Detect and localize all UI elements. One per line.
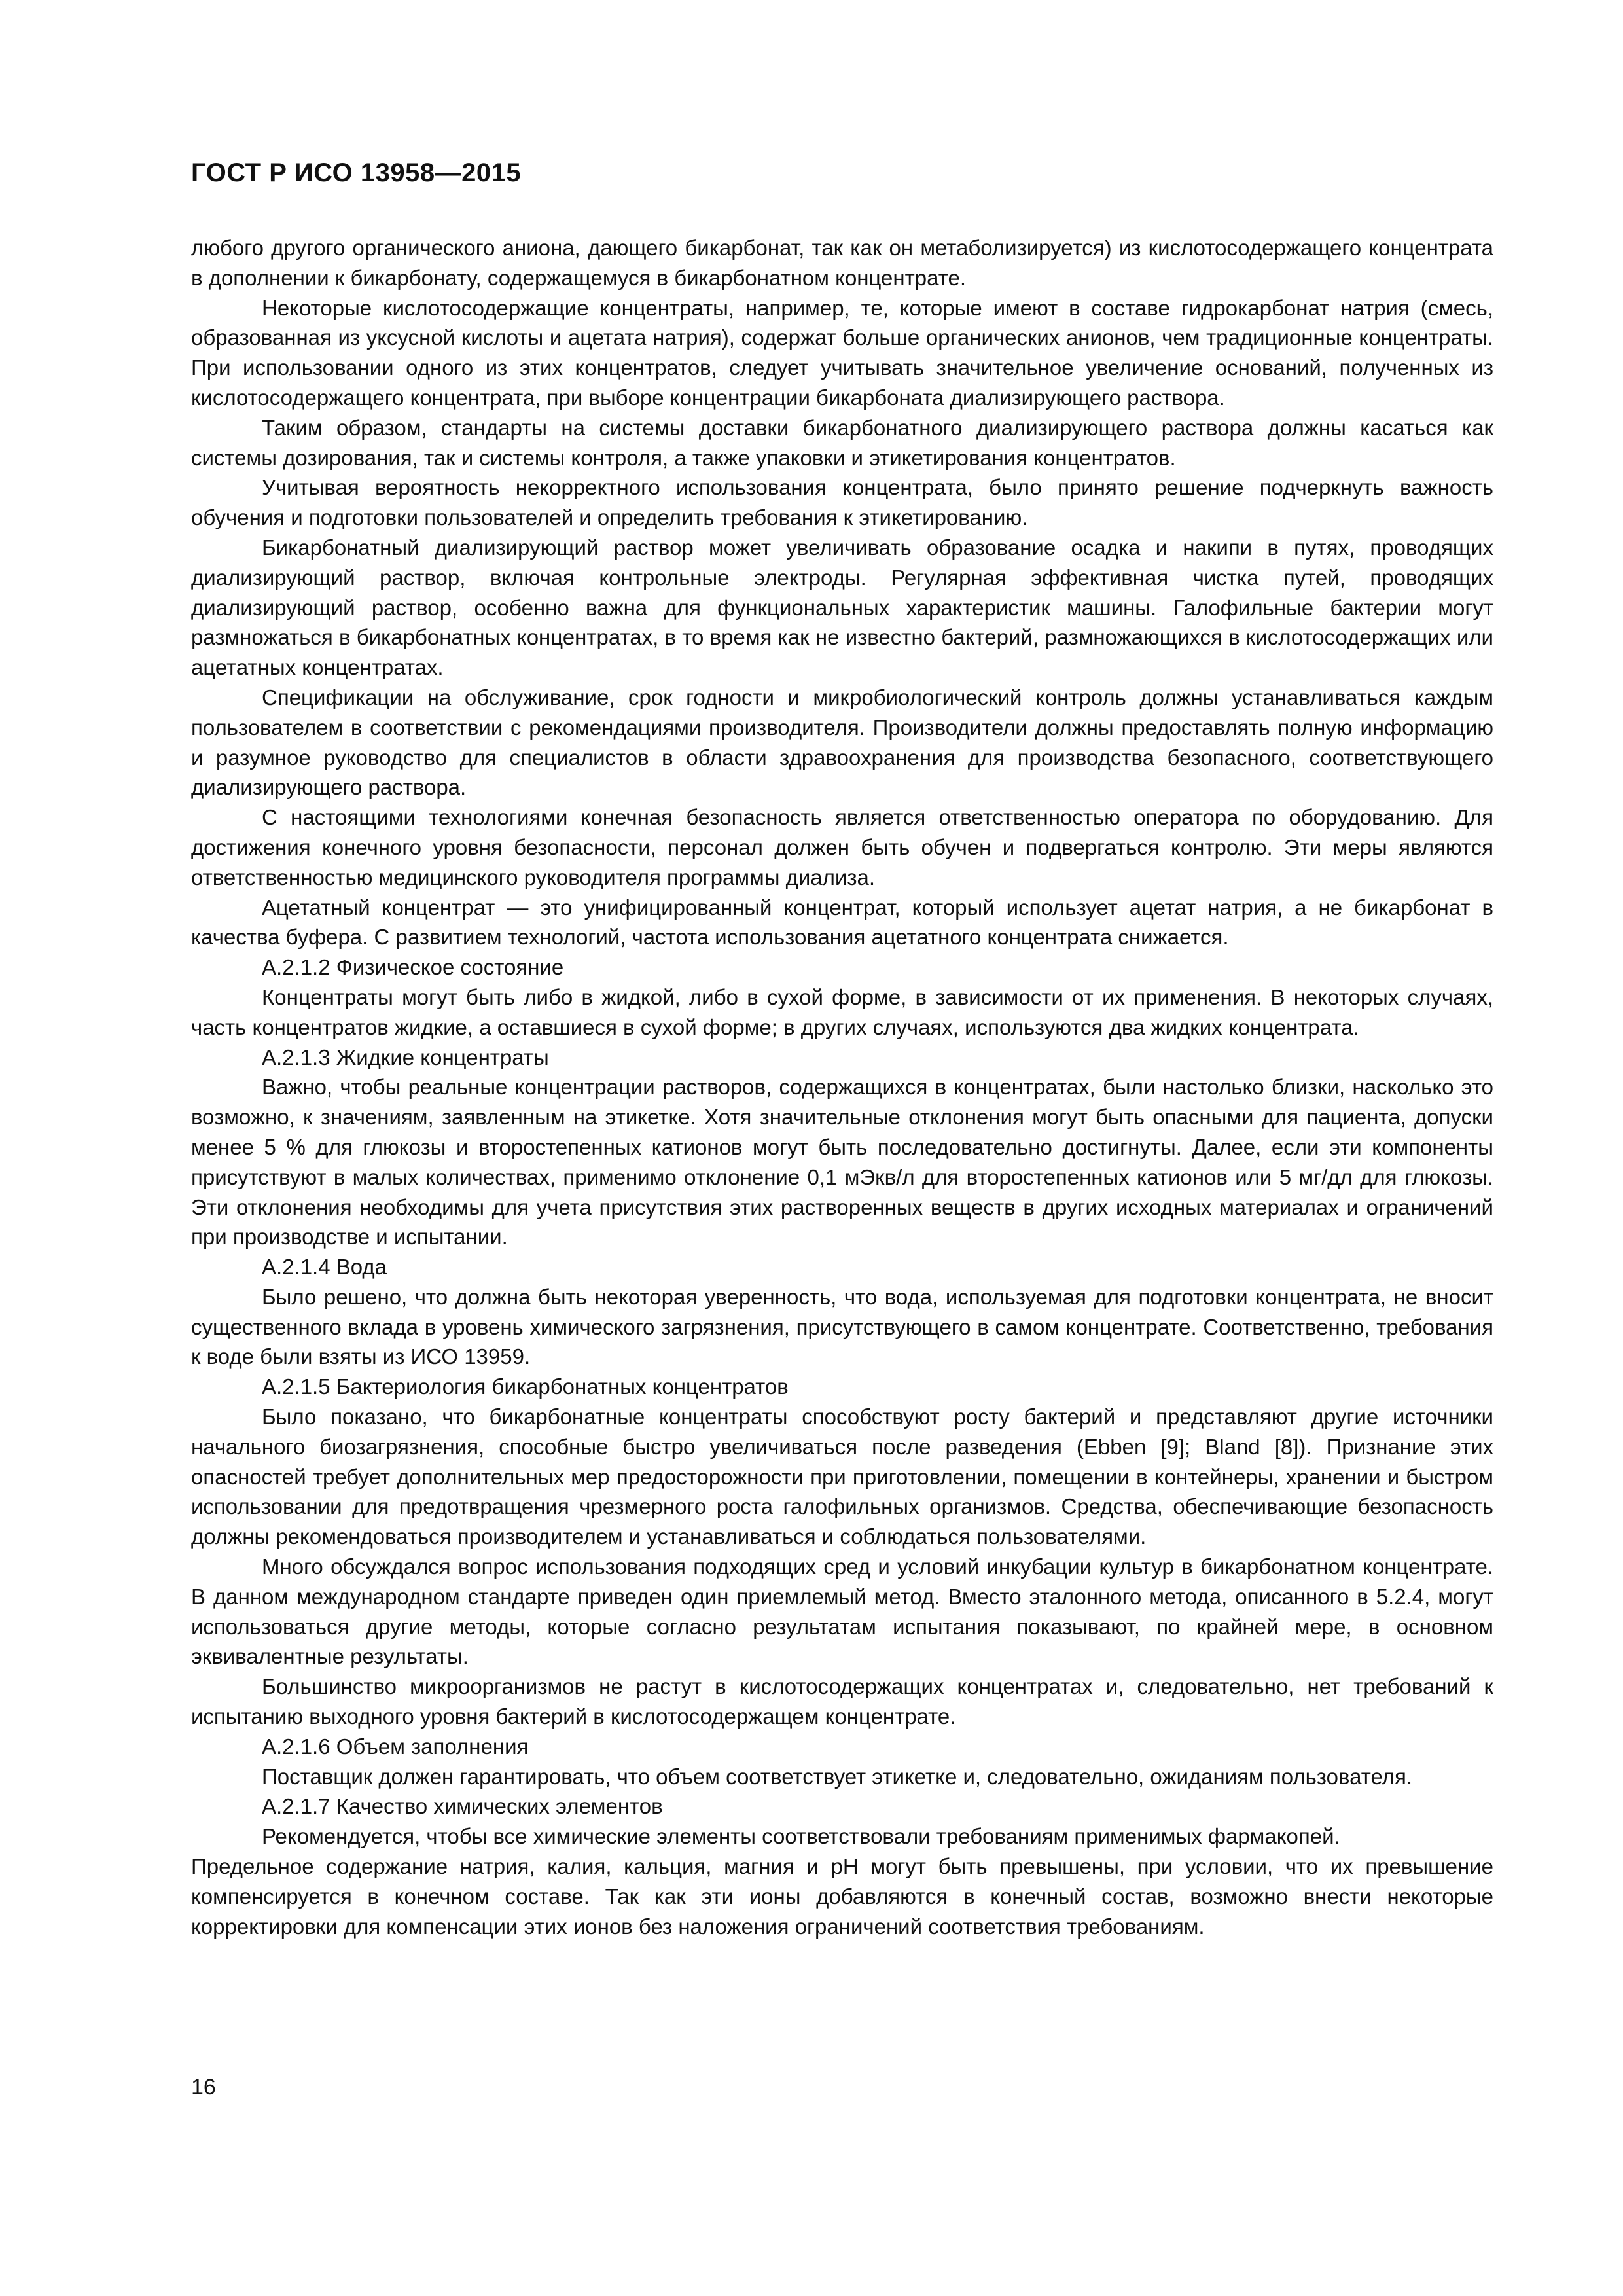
- paragraph: Концентраты могут быть либо в жидкой, либо в сухой форме, в зависимости от их применения. В некоторых случаях, часть концентратов жидкие, а оставшиеся в сухой форме; в других случаях, используются два жидких концентрата.: [191, 984, 1493, 1039]
- section-heading: А.2.1.5 Бактериология бикарбонатных концентратов: [262, 1374, 789, 1399]
- document-code-header: ГОСТ Р ИСО 13958—2015: [191, 158, 522, 187]
- paragraph: Ацетатный концентрат — это унифицированный концентрат, который использует ацетат натрия, а не бикарбонат в качества буфера. С развитием технологий, частота использования ацетатного концентрата снижается.: [191, 895, 1493, 950]
- paragraph: Важно, чтобы реальные концентрации растворов, содержащихся в концентратах, были настолько близки, насколько это возможно, к значениям, заявленным на этикетке. Хотя значительные отклонения могут быть опасными для пациента, допуски менее 5 % для глюкозы и второстепенных катионов могут быть последовательно достигнуты. Далее, если эти компоненты присутствуют в малых количествах, применимо отклонение 0,1 мЭкв/л для второстепенных катионов или 5 мг/дл для глюкозы. Эти отклонения необходимы для учета присутствия этих растворенных веществ в других исходных материалах и ограничений при производстве и испытании.: [191, 1075, 1493, 1249]
- paragraph: Учитывая вероятность некорректного использования концентрата, было принято решение подчеркнуть важность обучения и подготовки пользователей и определить требования к этикетированию.: [191, 475, 1493, 530]
- paragraph: Было решено, что должна быть некоторая уверенность, что вода, используемая для подготовки концентрата, не вносит существенного вклада в уровень химического загрязнения, присутствующего в самом концентрате. Соответственно, требования к воде были взяты из ИСО 13959.: [191, 1284, 1493, 1369]
- section-heading: А.2.1.2 Физическое состояние: [262, 955, 564, 980]
- section-heading: А.2.1.6 Объем заполнения: [262, 1734, 529, 1759]
- section-heading: А.2.1.3 Жидкие концентраты: [262, 1045, 549, 1069]
- paragraph: Много обсуждался вопрос использования подходящих сред и условий инкубации культур в бикарбонатном концентрате. В данном международном стандарте приведен один приемлемый метод. Вместо эталонного метода, описанного в 5.2.4, могут использоваться другие методы, которые согласно результатам испытания показывают, по крайней мере, в основном эквивалентные результаты.: [191, 1554, 1493, 1669]
- paragraph: Поставщик должен гарантировать, что объем соответствует этикетке и, следовательно, ожиданиям пользователя.: [262, 1764, 1413, 1789]
- document-body: [191, 233, 1493, 1941]
- section-heading: А.2.1.7 Качество химических элементов: [262, 1794, 663, 1819]
- paragraph: Большинство микроорганизмов не растут в кислотосодержащих концентратах и, следовательно, нет требований к испытанию выходного уровня бактерий в кислотосодержащем концентрате.: [191, 1674, 1493, 1729]
- paragraph: Некоторые кислотосодержащие концентраты, например, те, которые имеют в составе гидрокарбонат натрия (смесь, образованная из уксусной кислоты и ацетата натрия), содержат больше органических анионов, чем традиционные концентраты. При использовании одного из этих концентратов, следует учитывать значительное увеличение оснований, полученных из кислотосодержащего концентрата, при выборе концентрации бикарбоната диализирующего раствора.: [191, 295, 1493, 410]
- paragraph: Было показано, что бикарбонатные концентраты способствуют росту бактерий и представляют другие источники начального биозагрязнения, способные быстро увеличиваться после разведения (Ebben [9]; Bland [8]). Признание этих опасностей требует дополнительных мер предосторожности при приготовлении, помещении в контейнеры, хранении и быстром использовании для предотвращения чрезмерного роста галофильных организмов. Средства, обеспечивающие безопасность должны рекомендоваться производителем и устанавливаться и соблюдаться пользователями.: [191, 1405, 1493, 1549]
- page-number: 16: [191, 2075, 216, 2100]
- paragraph: Бикарбонатный диализирующий раствор может увеличивать образование осадка и накипи в путях, проводящих диализирующий раствор, включая контрольные электроды. Регулярная эффективная чистка путей, проводящих диализирующий раствор, особенно важна для функциональных характеристик машины. Галофильные бактерии могут размножаться в бикарбонатных концентратах, в то время как не известно бактерий, размножающихся в кислотосодержащих или ацетатных концентратах.: [191, 535, 1493, 680]
- paragraph: любого другого органического аниона, дающего бикарбонат, так как он метаболизируется) из кислотосодержащего концентрата в дополнении к бикарбонату, содержащемуся в бикарбонатном концентрате.: [191, 236, 1493, 290]
- section-heading: А.2.1.4 Вода: [262, 1255, 387, 1280]
- paragraph: Рекомендуется, чтобы все химические элементы соответствовали требованиям применимых фармакопей.: [262, 1824, 1340, 1849]
- paragraph: Таким образом, стандарты на системы доставки бикарбонатного диализирующего раствора должны касаться как системы дозирования, так и системы контроля, а также упаковки и этикетирования концентратов.: [191, 415, 1493, 470]
- paragraph: Предельное содержание натрия, калия, кальция, магния и pH могут быть превышены, при условии, что их превышение компенсируется в конечном составе. Так как эти ионы добавляются в конечный состав, возможно внести некоторые корректировки для компенсации этих ионов без наложения ограничений соответствия требованиям.: [191, 1854, 1493, 1939]
- paragraph: Спецификации на обслуживание, срок годности и микробиологический контроль должны устанавливаться каждым пользователем в соответствии с рекомендациями производителя. Производители должны предоставлять полную информацию и разумное руководство для специалистов в области здравоохранения для производства безопасного, соответствующего диализирующего раствора.: [191, 685, 1493, 800]
- paragraph: С настоящими технологиями конечная безопасность является ответственностью оператора по оборудованию. Для достижения конечного уровня безопасности, персонал должен быть обучен и подвергаться контролю. Эти меры являются ответственностью медицинского руководителя программы диализа.: [191, 805, 1493, 889]
